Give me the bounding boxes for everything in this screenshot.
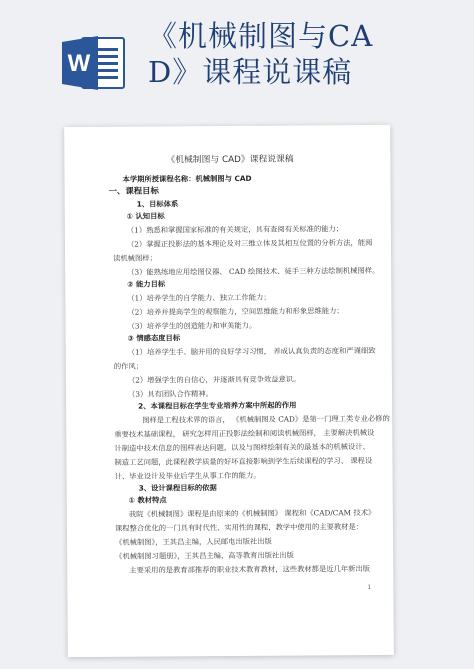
subsection-1-3-heading: 3、设计课程目标的依据 bbox=[138, 483, 217, 493]
knowledge-item-2: （2）掌握正投影法的基本理论及对三维立体及其相互位置的分析方法，能阅 bbox=[126, 237, 373, 249]
paragraph-line-3: 计制造中技术信息的图样表达问题，以及与图样绘制有关的最基本的机械设计、 bbox=[114, 442, 370, 453]
knowledge-goal-heading: ① 认知目标 bbox=[126, 211, 165, 221]
ability-item-2: （2）培养并提高学生的观察能力，空间思维能力和形象思维能力； bbox=[127, 306, 344, 317]
word-document-icon bbox=[62, 34, 126, 92]
emotion-item-2: （2）增强学生的自信心，并逐渐具有竞争效益意识。 bbox=[127, 374, 301, 385]
paragraph-line-2: 重要技术基础课程， 研究怎样用正投影法绘制和阅读机械图样， 主要解决机械设 bbox=[114, 427, 375, 439]
knowledge-item-2-cont: 读机械图样； bbox=[113, 253, 157, 263]
textbook-line-5: 主要采用的是教育部推荐的职业技术教育教材，这些教材都是近几年新出版 bbox=[129, 564, 371, 575]
paragraph-line-1: 图样是工程技术界的语言， 《机械制图及 CAD》是第一门理工类专业必修的 bbox=[142, 413, 390, 425]
document-title: 《机械制图与 CAD》课程说课稿 bbox=[166, 154, 294, 166]
page-number: 1 bbox=[367, 584, 372, 592]
subsection-1-2-heading: 2、本课程目标在学生专业培养方案中所起的作用 bbox=[138, 400, 297, 411]
paragraph-line-5: 计、毕业设计及毕业后学生从事工作的能力。 bbox=[114, 470, 261, 481]
subsection-1-1-heading: 1、目标体系 bbox=[136, 199, 179, 209]
banner-title-line-2: D》课程说课稿 bbox=[148, 55, 353, 89]
svg-text:W: W bbox=[67, 50, 91, 77]
document-page bbox=[64, 125, 394, 657]
emotion-goal-heading: ③ 情感态度目标 bbox=[127, 333, 181, 343]
header-banner bbox=[0, 0, 474, 110]
banner-title bbox=[148, 18, 388, 90]
ability-item-3: （3）培养学生的创造能力和审美能力。 bbox=[127, 320, 257, 331]
knowledge-item-3: （3）能熟练地应用绘图仪器、 CAD 绘图技术、徒手三种方法绘制机械图样。 bbox=[127, 265, 380, 277]
emotion-item-3: （3）具有团队合作精神。 bbox=[127, 389, 213, 399]
emotion-item-1: （1）培养学生手、脑并用的良好学习习惯， 养成认真负责的态度和严谨细致 bbox=[127, 345, 376, 357]
banner-title-line-1: 《机械制图与CA bbox=[148, 19, 374, 53]
textbook-line-4: 《机械制图习题册》，王其昌主编，高等教育出版社出版 bbox=[115, 550, 294, 561]
ability-goal-heading: ② 能力目标 bbox=[127, 279, 166, 289]
emotion-item-1-cont: 的作风； bbox=[113, 361, 144, 371]
textbook-line-1: 我院《机械制图》课程是由原来的《机械制图》 课程和《CAD/CAM 技术》 bbox=[128, 507, 376, 519]
paragraph-line-4: 制造工艺问题，此课程教学质量的好坏直接影响到学生后续课程的学习、 课程设 bbox=[114, 456, 373, 467]
textbook-line-2: 课程整合优化的一门具有时代性、实用性的课程，教学中使用的主要教材是： bbox=[114, 522, 364, 533]
textbook-features-heading: ① 教材特点 bbox=[128, 495, 167, 505]
ability-item-1: （1）培养学生的自学能力、独立工作能力； bbox=[127, 292, 271, 303]
textbook-line-3: 《机械制图》，王其昌主编，人民邮电出版社出版 bbox=[115, 536, 272, 547]
section-1-heading: 一、课程目标 bbox=[108, 185, 159, 196]
course-name-line: 本学期所授课程名称：机械制图与 CAD bbox=[122, 173, 252, 184]
knowledge-item-1: （1）熟悉和掌握国家标准的有关规定，具有查阅有关标准的能力； bbox=[126, 224, 344, 235]
